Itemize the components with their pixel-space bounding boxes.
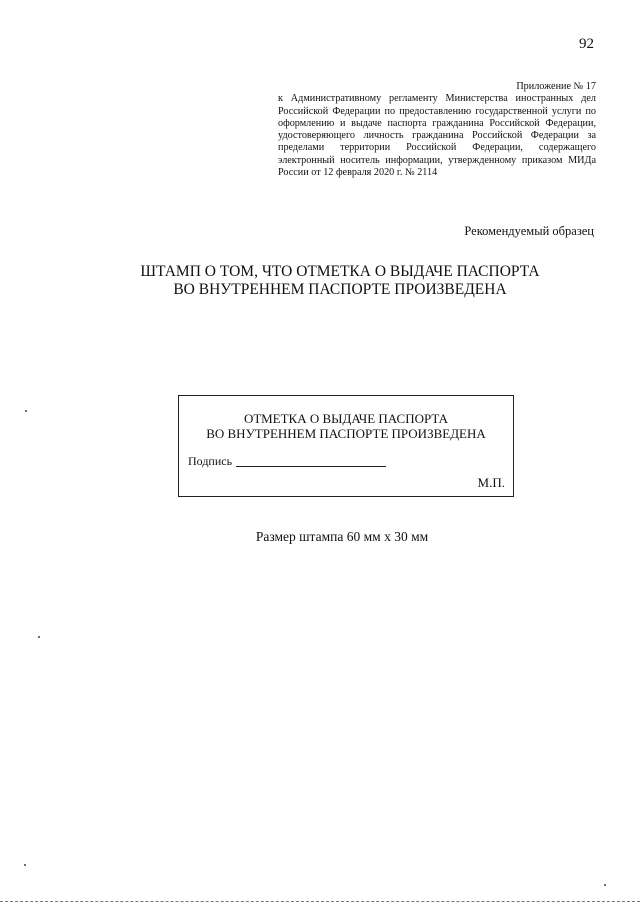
stamp-heading — [179, 411, 513, 441]
seal-label: М.П. — [477, 475, 505, 490]
signature-label: Подпись — [188, 454, 233, 468]
scan-speck — [25, 410, 27, 412]
signature-row — [188, 454, 386, 469]
main-title-line-1: ШТАМП О ТОМ, ЧТО ОТМЕТКА О ВЫДАЧЕ ПАСПОРТА — [140, 263, 540, 280]
scan-speck — [24, 864, 26, 866]
scan-speck — [38, 636, 40, 638]
sample-label: Рекомендуемый образец — [464, 224, 594, 238]
page-number: 92 — [579, 36, 594, 52]
scan-edge-line — [0, 901, 640, 903]
main-title — [130, 263, 550, 299]
stamp-size-caption: Размер штампа 60 мм х 30 мм — [255, 529, 429, 544]
stamp-box — [178, 395, 514, 497]
appendix-title: Приложение № 17 — [516, 81, 596, 92]
appendix-block — [278, 81, 596, 179]
stamp-heading-line-1: ОТМЕТКА О ВЫДАЧЕ ПАСПОРТА — [243, 411, 449, 426]
stamp-heading-line-2: ВО ВНУТРЕННЕМ ПАСПОРТЕ ПРОИЗВЕДЕНА — [206, 426, 486, 441]
signature-line — [236, 465, 386, 467]
main-title-line-2: ВО ВНУТРЕННЕМ ПАСПОРТЕ ПРОИЗВЕДЕНА — [173, 281, 507, 298]
appendix-body: к Административному регламенту Министерства иностранных дел Российской Федерации по предоставлению государственной услуги по оформлению и выдаче паспорта гражданина Российской Федерации, удостоверяющего личность гражданина Российской Федерации за пределами территории Российской Федерации, содержащего электронный носитель информации, утвержденному приказом МИДа России от 12 февраля 2020 г. № 2114 — [278, 93, 596, 179]
scan-speck — [604, 884, 606, 886]
